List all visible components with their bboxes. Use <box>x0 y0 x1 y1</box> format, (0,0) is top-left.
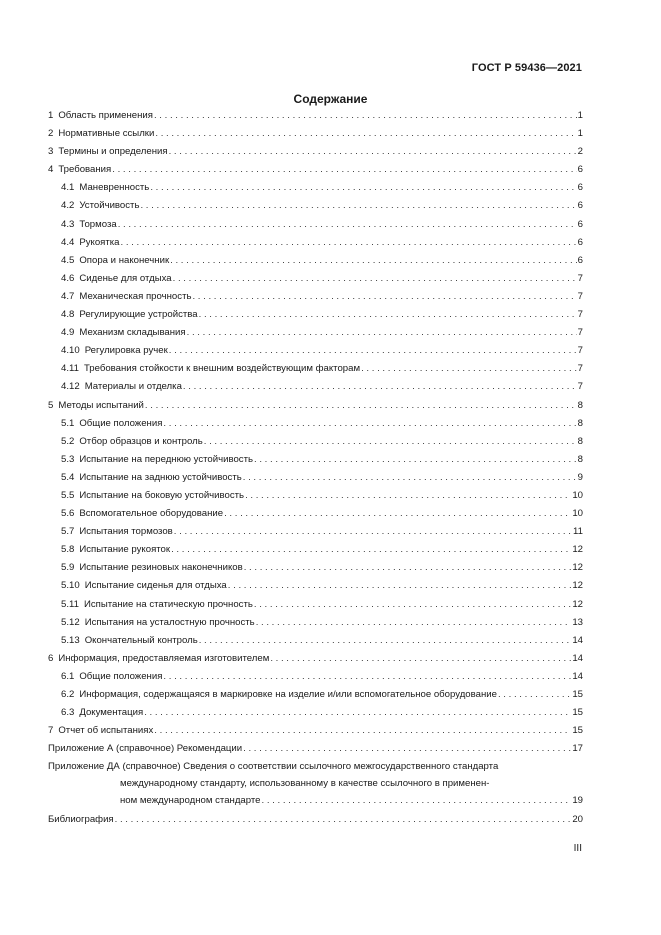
page-title: Содержание <box>293 92 368 106</box>
toc-entry-page: 15 <box>572 725 583 737</box>
toc-entry-title: Отчет об испытаниях <box>58 725 154 737</box>
toc-entry-number: 5.5 <box>61 489 75 501</box>
toc-entry-title: Испытание резиновых наконечников <box>79 562 243 574</box>
toc-entry-page: 6 <box>577 200 583 212</box>
toc-entry[interactable] <box>48 541 583 559</box>
page-number-roman: III <box>573 843 582 854</box>
toc-entry-title: Рукоятка <box>79 236 120 248</box>
toc-dots <box>140 197 576 215</box>
toc-entry-title: Опора и наконечник <box>79 254 170 266</box>
toc-dots <box>155 125 576 143</box>
toc-entry-number: 4 <box>48 164 54 176</box>
toc-entry-page: 14 <box>572 652 583 664</box>
toc-entry-title: Механическая прочность <box>79 290 192 302</box>
toc-dots <box>169 342 577 360</box>
toc-dots <box>243 469 577 487</box>
toc-entry-number: 5.7 <box>61 526 75 538</box>
toc-entry[interactable] <box>48 596 583 614</box>
toc-appendix-da[interactable] <box>48 758 583 809</box>
toc-entry-page: 8 <box>577 399 583 411</box>
toc-entry-title: Общие положения <box>79 417 163 429</box>
toc-dots <box>243 740 571 758</box>
toc-entry-number: 5.11 <box>61 598 79 610</box>
toc-entry-number: 4.11 <box>61 363 79 375</box>
toc-entry-page: 12 <box>572 580 583 592</box>
toc-entry[interactable] <box>48 179 583 197</box>
toc-entry-page: 1 <box>577 110 583 121</box>
toc-entry-page: 6 <box>577 218 583 230</box>
toc-dots <box>244 559 572 577</box>
toc-entry[interactable] <box>48 288 583 306</box>
toc-dots <box>224 505 571 523</box>
toc-dots <box>228 577 572 595</box>
toc-appendix-da-page: 19 <box>572 795 583 807</box>
toc-bibliography-label: Библиография <box>48 814 114 826</box>
toc-entry-title: Общие положения <box>79 670 163 682</box>
toc-entry-page: 6 <box>577 164 583 176</box>
toc-entry-title: Материалы и отделка <box>84 381 182 393</box>
toc-entry-page: 2 <box>577 146 583 158</box>
toc-entry-page: 7 <box>577 272 583 284</box>
toc-entry-number: 7 <box>48 725 54 737</box>
toc-dots <box>361 360 577 378</box>
toc-entry-page: 14 <box>572 670 583 682</box>
toc-dots <box>174 523 572 541</box>
toc-entry-page: 14 <box>572 634 583 646</box>
toc-entry[interactable] <box>48 577 583 595</box>
toc-entry-page: 7 <box>577 290 583 302</box>
toc-entry-number: 5.2 <box>61 435 75 447</box>
toc-entry-page: 7 <box>577 345 583 357</box>
toc-entry-title: Испытание на заднюю устойчивость <box>79 471 242 483</box>
toc-entry-page: 13 <box>572 616 583 628</box>
table-of-contents <box>48 107 583 829</box>
toc-entry-number: 5.1 <box>61 417 75 429</box>
toc-entry-number: 4.8 <box>61 309 75 321</box>
toc-entry[interactable] <box>48 632 583 650</box>
toc-entry[interactable] <box>48 306 583 324</box>
toc-dots <box>204 433 577 451</box>
toc-entry-title: Регулирующие устройства <box>79 309 198 321</box>
toc-entry-title: Сиденье для отдыха <box>79 272 172 284</box>
toc-entry-number: 4.1 <box>61 182 75 194</box>
toc-entry-page: 7 <box>577 381 583 393</box>
toc-entry-number: 5.13 <box>61 634 80 646</box>
toc-entry-page: 8 <box>577 417 583 429</box>
toc-dots <box>115 811 572 829</box>
toc-dots <box>170 252 577 270</box>
toc-entry-title: Область применения <box>58 110 153 121</box>
toc-dots <box>270 650 571 668</box>
toc-bibliography[interactable] <box>48 811 583 829</box>
toc-entry-title: Требования стойкости к внешним воздействующим факторам <box>83 363 361 375</box>
toc-entry-number: 5.12 <box>61 616 80 628</box>
toc-entry-number: 4.3 <box>61 218 75 230</box>
toc-entry[interactable] <box>48 469 583 487</box>
toc-entry-page: 6 <box>577 236 583 248</box>
toc-entry-title: Испытание на статическую прочность <box>83 598 253 610</box>
toc-entry-title: Документация <box>79 707 144 719</box>
toc-entry-page: 9 <box>577 471 583 483</box>
toc-entry-number: 6 <box>48 652 54 664</box>
toc-entry-title: Вспомогательное оборудование <box>79 508 224 520</box>
toc-entry-title: Устойчивость <box>79 200 140 212</box>
toc-dots <box>154 107 577 125</box>
toc-entry-title: Испытание рукояток <box>79 544 171 556</box>
toc-dots <box>145 397 577 415</box>
toc-entry-title: Маневренность <box>79 182 150 194</box>
toc-entry-number: 3 <box>48 146 54 158</box>
toc-dots <box>256 614 572 632</box>
toc-dots <box>498 686 571 704</box>
toc-entry-number: 4.7 <box>61 290 75 302</box>
toc-dots <box>192 288 576 306</box>
toc-entry-title: Отбор образцов и контроль <box>79 435 203 447</box>
toc-entry-title: Испытание на боковую устойчивость <box>79 489 245 501</box>
toc-entry-title: Окончательный контроль <box>84 634 198 646</box>
toc-dots <box>254 451 577 469</box>
toc-appendix-da-line2: международному стандарту, использованному в качестве ссылочного в применен- <box>120 778 490 790</box>
toc-entry-number: 5.4 <box>61 471 75 483</box>
toc-entry-title: Испытания тормозов <box>79 526 173 538</box>
toc-entry[interactable] <box>48 342 583 360</box>
toc-entry[interactable] <box>48 143 583 161</box>
toc-entry-page: 8 <box>577 435 583 447</box>
toc-entry-page: 12 <box>572 544 583 556</box>
toc-entry-number: 4.12 <box>61 381 80 393</box>
toc-entry-number: 1 <box>48 110 54 121</box>
toc-entry-page: 1 <box>577 128 583 140</box>
toc-dots <box>171 541 571 559</box>
toc-entry-number: 5.9 <box>61 562 75 574</box>
toc-dots <box>245 487 571 505</box>
toc-entry[interactable] <box>48 614 583 632</box>
toc-entry[interactable] <box>48 378 583 396</box>
toc-entry[interactable] <box>48 125 583 143</box>
toc-dots <box>183 378 577 396</box>
toc-entry-number: 6.3 <box>61 707 75 719</box>
toc-dots <box>154 722 571 740</box>
toc-dots <box>118 216 577 234</box>
toc-entry-page: 6 <box>577 182 583 194</box>
toc-entry-page: 10 <box>572 508 583 520</box>
toc-entry-number: 4.9 <box>61 327 75 339</box>
toc-entry[interactable] <box>48 360 583 378</box>
toc-entry-title: Тормоза <box>79 218 117 230</box>
toc-entry[interactable] <box>48 559 583 577</box>
toc-entry[interactable] <box>48 505 583 523</box>
toc-entry-number: 6.2 <box>61 689 75 700</box>
toc-entry[interactable] <box>48 270 583 288</box>
toc-entry-title: Приложение А (справочное) Рекомендации <box>48 743 243 755</box>
toc-entry-page: 8 <box>577 453 583 465</box>
toc-dots <box>199 632 572 650</box>
toc-entry-page: 7 <box>577 309 583 321</box>
toc-entry-title: Требования <box>58 164 112 176</box>
toc-dots <box>169 143 577 161</box>
toc-dots <box>163 668 571 686</box>
toc-entry-title: Нормативные ссылки <box>58 128 155 140</box>
toc-entry-number: 5.6 <box>61 508 75 520</box>
toc-entry[interactable] <box>48 234 583 252</box>
toc-entry-number: 4.4 <box>61 236 75 248</box>
toc-entry[interactable] <box>48 397 583 415</box>
toc-entry-number: 5.3 <box>61 453 75 465</box>
toc-entry-title: Испытание сиденья для отдыха <box>84 580 227 592</box>
toc-entry[interactable] <box>48 415 583 433</box>
toc-entry[interactable] <box>48 704 583 722</box>
toc-entry[interactable] <box>48 324 583 342</box>
toc-entry-page: 7 <box>577 327 583 339</box>
toc-entry[interactable] <box>48 487 583 505</box>
toc-entry[interactable] <box>48 216 583 234</box>
toc-entry-number: 6.1 <box>61 670 75 682</box>
toc-entry-number: 4.6 <box>61 272 75 284</box>
toc-entry-page: 15 <box>572 689 583 700</box>
toc-entry-title: Механизм складывания <box>79 327 186 339</box>
toc-entry-title: Испытание на переднюю устойчивость <box>79 453 253 465</box>
toc-entry-page: 11 <box>573 526 583 538</box>
toc-entry-number: 2 <box>48 128 54 140</box>
toc-dots <box>262 792 572 809</box>
toc-entry[interactable] <box>48 107 583 125</box>
toc-entry-page: 12 <box>572 598 583 610</box>
toc-dots <box>112 161 576 179</box>
toc-dots <box>173 270 577 288</box>
toc-entry[interactable] <box>48 252 583 270</box>
toc-entry[interactable] <box>48 686 583 704</box>
toc-entry[interactable] <box>48 433 583 451</box>
toc-entry-title: Информация, предоставляемая изготовителем <box>58 652 270 664</box>
toc-entry-page: 15 <box>572 707 583 719</box>
toc-entry[interactable] <box>48 650 583 668</box>
toc-dots <box>187 324 577 342</box>
toc-entry-title: Испытания на усталостную прочность <box>84 616 255 628</box>
toc-dots <box>144 704 571 722</box>
toc-entry-number: 5 <box>48 399 54 411</box>
toc-entry-title: Термины и определения <box>58 146 168 158</box>
toc-entry-title: Регулировка ручек <box>84 345 168 357</box>
toc-bibliography-page: 20 <box>572 814 583 826</box>
toc-entry-page: 17 <box>572 743 583 755</box>
toc-entry[interactable] <box>48 451 583 469</box>
standard-number: ГОСТ Р 59436—2021 <box>471 62 582 74</box>
toc-dots <box>150 179 576 197</box>
toc-appendix-da-line1: Приложение ДА (справочное) Сведения о соответствии ссылочного межгосударственного стандарта <box>48 761 499 773</box>
toc-dots <box>121 234 577 252</box>
toc-dots <box>199 306 577 324</box>
toc-entry[interactable] <box>48 722 583 740</box>
toc-entry-number: 4.10 <box>61 345 80 357</box>
toc-entry-page: 6 <box>577 254 583 266</box>
toc-entry[interactable] <box>48 161 583 179</box>
toc-entry-page: 10 <box>572 489 583 501</box>
toc-entry-number: 5.8 <box>61 544 75 556</box>
toc-entry-page: 12 <box>572 562 583 574</box>
toc-dots <box>163 415 576 433</box>
toc-entry-number: 5.10 <box>61 580 80 592</box>
toc-dots <box>254 596 571 614</box>
toc-entry-title: Информация, содержащаяся в маркировке на изделие и/или вспомогательное оборудование <box>79 689 497 700</box>
toc-entry-number: 4.5 <box>61 254 75 266</box>
toc-entry-title: Методы испытаний <box>58 399 144 411</box>
toc-entry-page: 7 <box>577 363 583 375</box>
toc-entry-number: 4.2 <box>61 200 75 212</box>
toc-entry[interactable] <box>48 668 583 686</box>
toc-rows <box>48 107 583 758</box>
toc-appendix-da-line3: ном международном стандарте <box>120 795 261 807</box>
toc-entry[interactable] <box>48 523 583 541</box>
toc-entry[interactable] <box>48 740 583 758</box>
toc-entry[interactable] <box>48 197 583 215</box>
